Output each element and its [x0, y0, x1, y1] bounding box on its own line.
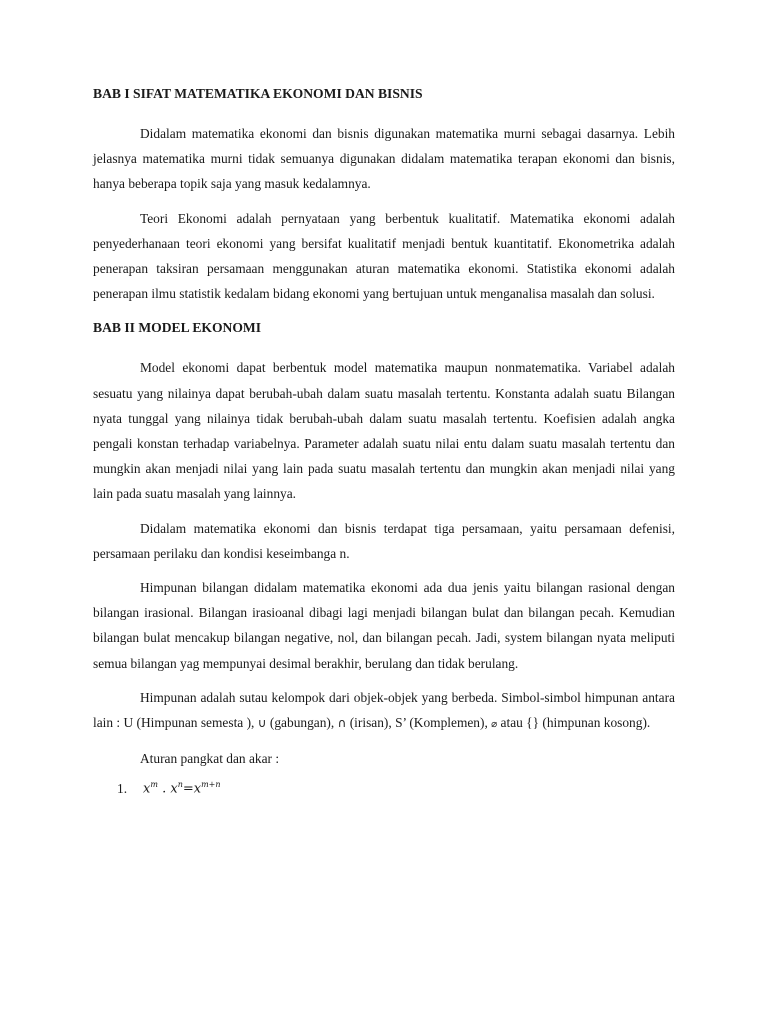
formula-rule-1 — [143, 780, 221, 796]
bab2-paragraph-3: Himpunan bilangan didalam matematika ekonomi ada dua jenis yaitu bilangan rasional dengan bilangan irasional. Bilangan irasioanal dibagi lagi menjadi bilangan bulat dan bilangan pecah. Kemudian bilangan bulat mencakup bilangan negative, nol, dan bilangan pecah. Jadi, system bilangan nyata meliputi semua bilangan yag mempunyai desimal berakhir, berulang dan tidak berulang. — [93, 580, 675, 671]
bab1-paragraph-2: Teori Ekonomi adalah pernyataan yang berbentuk kualitatif. Matematika ekonomi adalah penyederhanaan teori ekonomi yang bersifat kualitatif menjadi bentuk kuantitatif. Ekonometrika adalah penerapan taksiran persamaan menggunakan aturan matematika ekonomi. Statistika ekonomi adalah penerapan ilmu statistik kedalam bidang ekonomi yang bertujuan untuk menganalisa masalah dan solusi. — [93, 210, 675, 302]
bab2-paragraph-5: Aturan pangkat dan akar : — [140, 751, 280, 767]
formula-exponent: m — [150, 780, 158, 790]
bab2-paragraph-2: Didalam matematika ekonomi dan bisnis terdapat tiga persamaan, yaitu persamaan defenisi, persamaan perilaku dan kondisi keseimbanga n. — [93, 520, 675, 561]
bab2-paragraph-4 — [93, 685, 675, 737]
formula-base: x — [170, 781, 178, 797]
document-page — [93, 84, 675, 806]
exponent-rules-list — [93, 780, 675, 806]
p4-text-a: Himpunan adalah sutau kelompok dari objek-objek yang berbeda. Simbol-simbol himpunan antara lain : U (Himpunan semesta ), — [93, 689, 675, 731]
bab1-paragraph-1: Didalam matematika ekonomi dan bisnis digunakan matematika murni sebagai dasarnya. Lebih jelasnya matematika murni tidak semuanya digunakan didalam matematika terapan ekonomi dan bisnis, hanya beberapa topik saja yang masuk kedalamnya. — [93, 126, 675, 192]
p4-text-b: (gabungan), — [266, 715, 338, 731]
formula-base: x — [193, 781, 202, 797]
bab1-heading: BAB I SIFAT MATEMATIKA EKONOMI DAN BISNIS — [93, 86, 423, 101]
p4-text-c: (irisan), S’ (Komplemen), — [346, 715, 492, 731]
empty-set-symbol: ⌀ — [491, 719, 498, 731]
intersection-symbol: ∩ — [337, 716, 347, 731]
p4-text-d: atau {} (himpunan kosong). — [497, 715, 651, 731]
list-number: 1. — [117, 780, 128, 796]
formula-exponent: m+n — [201, 780, 221, 790]
bab2-paragraph-1: Model ekonomi dapat berbentuk model matematika maupun nonmatematika. Variabel adalah sesuatu yang nilainya dapat berubah-ubah dalam suatu masalah tertentu. Konstanta adalah suatu Bilangan nyata tunggal yang nilainya tidak berubah-ubah dalam suatu masalah tertentu. Koefisien adalah angka pengali konstan terhadap variabelnya. Parameter adalah suatu nilai entu dalam suatu masalah tertentu dan mungkin akan menjadi nilai yang lain pada suatu masalah tertentu dan mungkin akan menjadi nilai yang lain pada suatu masalah yang lainnya. — [93, 360, 675, 502]
union-symbol: ∪ — [257, 716, 267, 731]
bab2-heading: BAB II MODEL EKONOMI — [93, 320, 262, 336]
formula-base: x — [143, 781, 151, 797]
formula-operator: . — [157, 781, 171, 797]
formula-exponent: n — [177, 780, 183, 790]
formula-equals: = — [182, 781, 194, 797]
list-item — [93, 780, 675, 806]
